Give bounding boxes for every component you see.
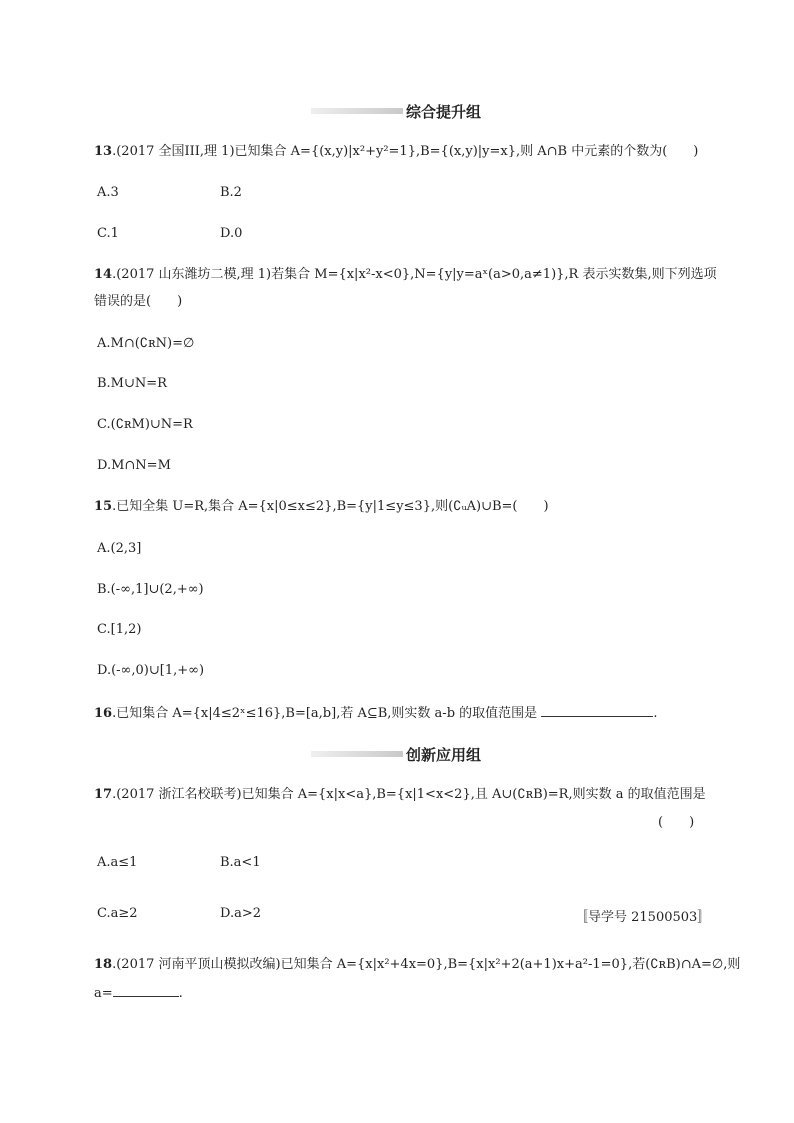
option-d: D.0	[220, 226, 243, 241]
option-b: B.2	[220, 185, 242, 200]
question-number: 17	[94, 787, 113, 802]
section-title: 创新应用组	[406, 746, 482, 764]
question-number: 18	[94, 957, 113, 972]
option-c: C.a≥2	[97, 906, 138, 921]
option-d: D.(-∞,0)∪[1,+∞)	[97, 663, 205, 678]
section-title-bar	[311, 751, 403, 757]
question-18-line-2	[94, 984, 183, 1002]
question-15	[94, 499, 549, 515]
option-b: B.(-∞,1]∪(2,+∞)	[97, 582, 204, 597]
answer-blank[interactable]	[113, 984, 179, 997]
option-b: B.a<1	[220, 855, 261, 870]
question-text: .(2017 全国III,理 1)已知集合 A={(x,y)|x²+y²=1},B={(x,y)|y=x},则 A∩B 中元素的个数为( )	[112, 144, 699, 159]
question-13	[94, 144, 698, 160]
question-16	[94, 704, 657, 722]
end-mark: .	[178, 986, 183, 1001]
option-b: B.M∪N=R	[97, 376, 167, 391]
question-number: 13	[94, 144, 113, 159]
option-a: A.a≤1	[97, 855, 138, 870]
question-text: .(2017 山东潍坊二模,理 1)若集合 M={x|x²-x<0},N={y|y=aˣ(a>0,a≠1)},R 表示实数集,则下列选项	[112, 267, 717, 282]
section-title-bar	[311, 108, 403, 114]
option-c: C.(∁ʀM)∪N=R	[97, 417, 193, 432]
question-number: 14	[94, 267, 113, 282]
option-d: D.a>2	[220, 906, 262, 921]
question-text: .(2017 河南平顶山模拟改编)已知集合 A={x|x²+4x=0},B={x|x²+2(a+1)x+a²-1=0},若(∁ʀB)∩A=∅,则	[112, 957, 741, 972]
answer-prefix: a=	[94, 986, 113, 1001]
option-a: A.(2,3]	[97, 541, 142, 556]
reference-number: 〚导学号 21500503〛	[575, 910, 711, 925]
question-number: 16	[94, 706, 113, 721]
question-text: .已知集合 A={x|4≤2ˣ≤16},B=[a,b],若 A⊆B,则实数 a-b 的取值范围是	[112, 706, 538, 721]
end-mark: .	[653, 706, 658, 721]
question-17	[94, 787, 706, 803]
option-c: C.[1,2)	[97, 622, 142, 637]
section-title: 综合提升组	[406, 103, 482, 121]
option-a: A.3	[97, 185, 119, 200]
question-text: .(2017 浙江名校联考)已知集合 A={x|x<a},B={x|1<x<2},且 A∪(∁ʀB)=R,则实数 a 的取值范围是	[112, 787, 706, 802]
question-14-line-2: 错误的是( )	[94, 294, 183, 309]
question-text: .已知全集 U=R,集合 A={x|0≤x≤2},B={y|1≤y≤3},则(∁ᵤA)∪B=( )	[112, 499, 549, 514]
question-18	[94, 957, 740, 973]
option-a: A.M∩(∁ʀN)=∅	[97, 336, 195, 351]
answer-blank[interactable]	[541, 704, 653, 717]
option-d: D.M∩N=M	[97, 458, 171, 473]
question-14	[94, 267, 717, 283]
answer-paren: ( )	[658, 815, 695, 830]
question-number: 15	[94, 499, 113, 514]
option-c: C.1	[97, 226, 119, 241]
